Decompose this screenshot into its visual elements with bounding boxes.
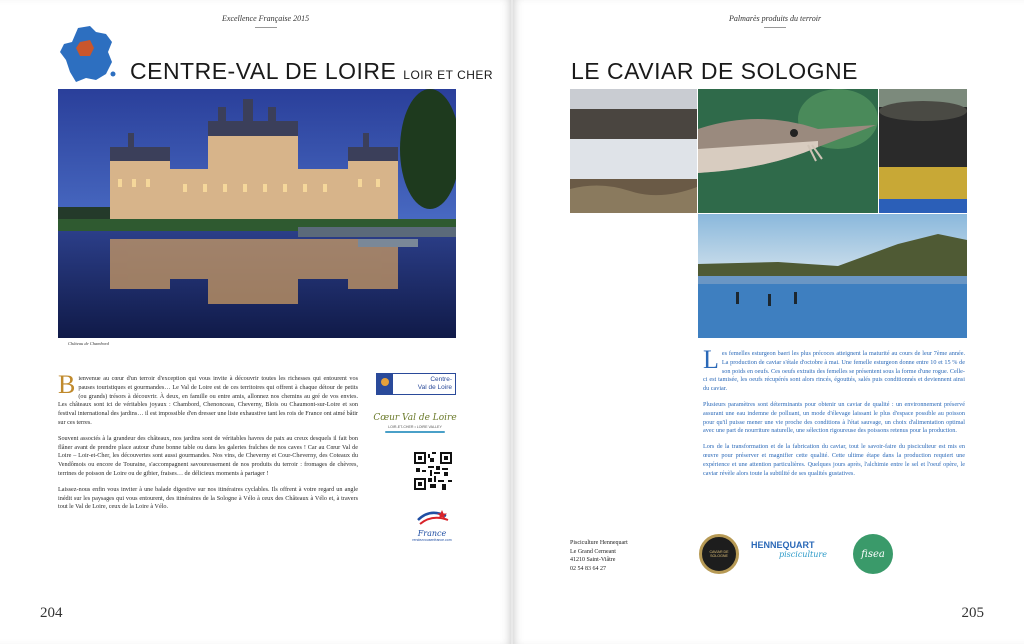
sturgeon-photo [698,89,878,213]
dropcap-l: L [703,345,719,374]
chambord-photo [58,89,456,338]
page-title-right: LE CAVIAR DE SOLOGNE [571,58,858,84]
fisea-logo: fisea [853,534,893,574]
page-number-left: 204 [40,605,63,621]
france-map-icon [56,22,120,86]
right-paragraph-1: Les femelles esturgeon baeri les plus précoces atteignent la maturité au cours de leur 7ème année. La production de caviar s'étale d'octobre à mai. Une femelle esturgeon donne entre 10 et 15 % de son poids en oeufs. Ces oeufs extraits des femelles se présentent sous la forme d'une rogue. Celle-ci est tamisée, les oeufs récupérés sont alors rincés, égouttés, salés puis conditionnés et deviennent ainsi du caviar. [703,345,965,393]
dropcap-b: B [58,370,76,399]
right-body-text [703,345,965,485]
photo-caption: Château de Chambord [68,341,109,346]
title-main-left: CENTRE-VAL DE LOIRE [130,58,397,84]
producer-address [570,539,628,573]
address-phone[interactable]: 02 54 83 64 27 [570,565,606,572]
address-line-1: Pisciculture Hennequart [570,540,628,546]
caviar-seal-logo: CAVIAR DE SOLOGNE [699,534,739,574]
running-head-right: Palmarès produits du terroir [729,14,821,28]
page-title-left [130,58,493,85]
left-body-text [58,370,358,519]
hennequart-logo: HENNEQUART pisciculture [751,540,827,559]
left-page [0,0,511,644]
page-number-right: 205 [961,605,984,621]
rendez-vous-en-france-logo: France rendezvousenfrance.com [404,508,460,546]
address-line-3: 41210 Saint-Viâtre [570,557,616,563]
right-paragraph-2: Plusieurs paramètres sont déterminants pour obtenir un caviar de qualité : un environnement préservé assurant une eau indemne de polluant, un mode d'élevage laissant le plus d'espace possible au poisson pour qu'il puisse mener une vie proche des conditions à l'état sauvage, un choix d'alimentation optimal avec une part de nourriture naturelle, une sélection rigoureuse des poissons retenus pour la production. [703,400,965,435]
caviar-tin-photo [879,89,967,213]
address-line-2: Le Grand Cerneant [570,548,616,555]
fishing-pond-photo [698,214,967,338]
france-star-icon [412,508,452,528]
region-emblem-icon [377,374,393,394]
right-paragraph-3: Lors de la transformation et de la fabrication du caviar, tout le savoir-faire du pisciculteur est mis en œuvre pour préserver et magnifier cette qualité. Cette ultime étape dans la production requiert une expérience et une attention particulières. Quelques jours après, l'alchimie entre le sel et l'oeuf opère, le caviar révèle alors toute la subtilité de ses qualités gustatives. [703,443,965,477]
qr-code-icon[interactable] [414,452,452,490]
winter-pond-photo [570,89,697,213]
left-paragraph-1: Bienvenue au cœur d'un terroir d'exception qui vous invite à découvrir toutes les richesses qui entourent vos pauses touristiques et gourmandes… Le Val de Loire est de ces territoires qui offrent à chaque détour de petits (ou grands) trésors à découvrir. À deux, en famille ou entre amis, allonnez nos chemins au gré de vos envies. Les châteaux sont ici de véritables joyaux : Chambord, Chenonceau, Cheverny, Blois ou Chaumont-sur-Loire et son festival international des jardins… il est impossible d'en dresser une liste exhaustive tant les rois de France ont aimé bâtir sur ces terres. [58,370,358,426]
left-paragraph-2: Souvent associés à la grandeur des châteaux, nos jardins sont de véritables havres de paix au creux desquels il fait bon flâner avant de prendre place autour d'une bonne table ou dans les galeries fraîches de nos caves ! Car au Cœur Val de Loire – Loir-et-Cher, les découvertes sont aussi gourmandes. Nos vins, de Cheverny et Cour-Cheverny, des Coteaux du Vendômois ou encore de Touraine, s'accompagnent savoureusement de nos produits du terroir : fromages de chèvres, terrines de poisson de Loire ou de gibier, fraises… de délicieux moments à partager ! [58,434,358,477]
title-sub-left: LOIR ET CHER [403,68,494,82]
right-page [513,0,1024,644]
centre-val-de-loire-logo: Centre- Val de Loire [376,373,456,395]
coeur-val-de-loire-logo: Cœur Val de Loire LOIR-ET-CHER • LOIRE VALLEY [372,413,458,441]
running-head-left: Excellence Française 2015 [222,14,309,28]
left-paragraph-3: Laissez-nous enfin vous inviter à une balade digestive sur nos itinéraires cyclables. Ils offrent à votre regard un angle inédit sur les paysages qui vous entourent, des itinéraires de la Sologne à Vélo à ceux des Châteaux à Vélo et, à travers tout le Val de Loire, ceux de la Loire à Vélo. [58,485,358,511]
